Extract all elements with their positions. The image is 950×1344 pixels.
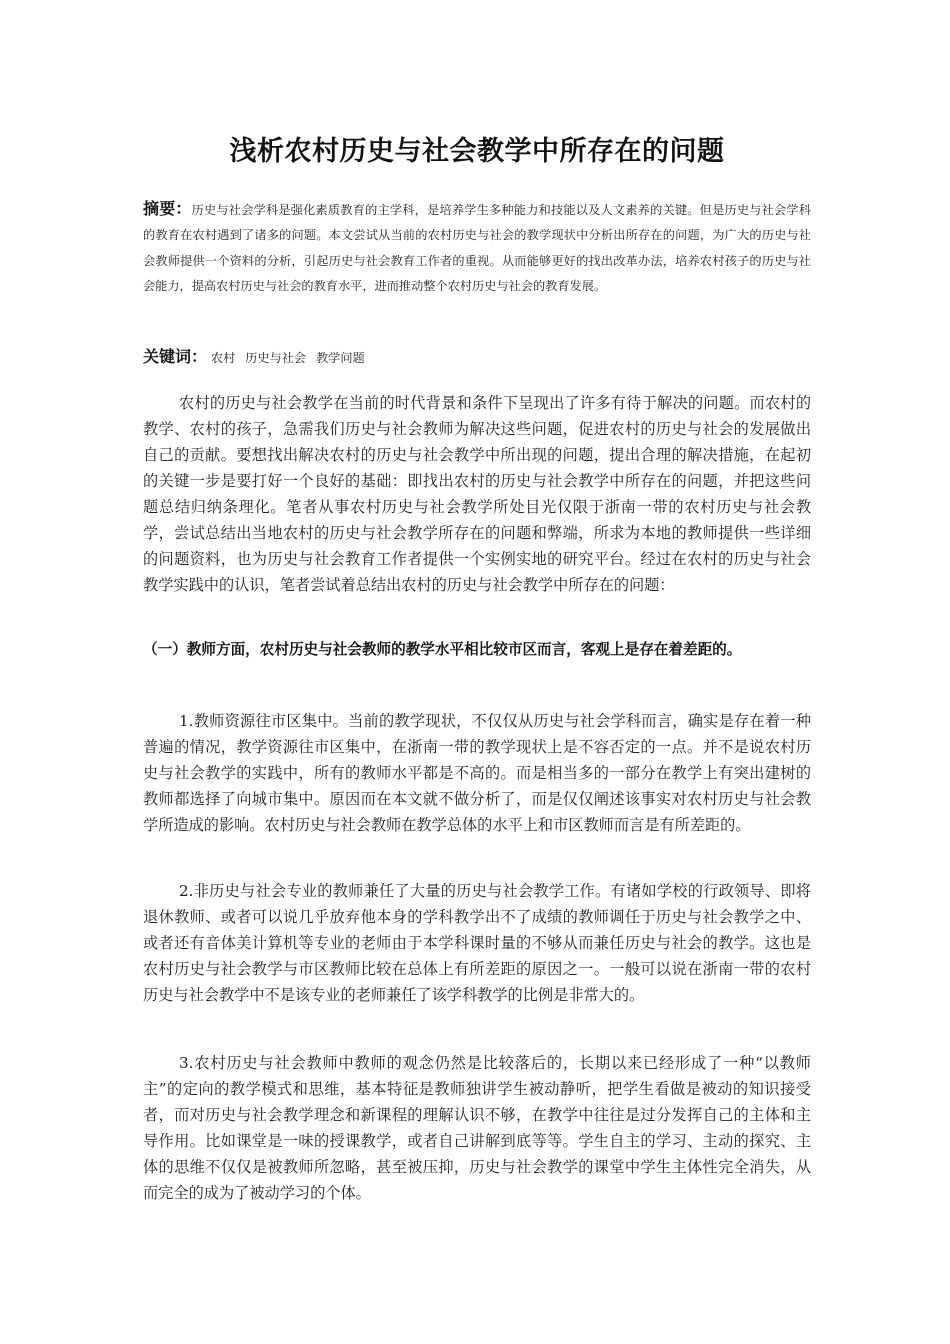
keyword-item: 教学问题 — [315, 351, 365, 365]
keywords-label: 关键词： — [143, 347, 208, 366]
keyword-item: 农村 — [210, 351, 236, 365]
section-heading: （一）教师方面，农村历史与社会教师的教学水平相比较市区而言，客观上是存在着差距的。 — [143, 641, 742, 658]
keywords-section — [143, 344, 811, 371]
abstract-label: 摘要： — [143, 199, 192, 218]
abstract-text: 历史与社会学科是强化素质教育的主学科，是培养学生多种能力和技能以及人文素养的关键。但是历史与社会学科的教育在农村遇到了诸多的问题。本文尝试从当前的农村历史与社会的教学现状中分析出所存在的问题，为广大的历史与社会教师提供一个资料的分析，引起历史与社会教育工作者的重视。从而能够更好的找出改革办法，培养农村孩子的历史与社会能力，提高农村历史与社会的教育水平，进而推动整个农村历史与社会的教育发展。 — [143, 203, 811, 294]
document-title: 浅析农村历史与社会教学中所存在的问题 — [229, 136, 725, 167]
point-1-paragraph: 1.教师资源往市区集中。当前的教学现状，不仅仅从历史与社会学科而言，确实是存在着一种普遍的情况，教学资源往市区集中，在浙南一带的教学现状上是不容否定的一点。并不是说农村历史与社会教学的实践中，所有的教师水平都是不高的。而是相当多的一部分在教学上有突出建树的教师都选择了向城市集中。原因而在本文就不做分析了，而是仅仅阐述该事实对农村历史与社会教学所造成的影响。农村历史与社会教师在教学总体的水平上和市区教师而言是有所差距的。 — [143, 712, 811, 834]
keyword-item: 历史与社会 — [245, 351, 307, 365]
point-3-paragraph: 3.农村历史与社会教师中教师的观念仍然是比较落后的，长期以来已经形成了一种“以教师主”的定向的教学模式和思维，基本特征是教师独讲学生被动静听，把学生看做是被动的知识接受者，而对历史与社会教学理念和新课程的理解认识不够，在教学中往往是过分发挥自己的主体和主导作用。比如课堂是一味的授课教学，或者自己讲解到底等等。学生自主的学习、主动的探究、主体的思维不仅仅是被教师所忽略，甚至被压抑，历史与社会教学的课堂中学生主体性完全消失，从而完全的成为了被动学习的个体。 — [143, 1054, 811, 1202]
point-2-paragraph: 2.非历史与社会专业的教师兼任了大量的历史与社会教学工作。有诸如学校的行政领导、即将退休教师、或者可以说几乎放弃他本身的学科教学出不了成绩的教师调任于历史与社会教学之中、或者还有音体美计算机等专业的老师由于本学科课时量的不够从而兼任历史与社会的教学。这也是农村历史与社会教学与市区教师比较在总体上有所差距的原因之一。一般可以说在浙南一带的农村历史与社会教学中不是该专业的老师兼任了该学科教学的比例是非常大的。 — [143, 882, 811, 1004]
abstract-section — [143, 196, 811, 300]
intro-paragraph: 农村的历史与社会教学在当前的时代背景和条件下呈现出了许多有待于解决的问题。而农村的教学、农村的孩子，急需我们历史与社会教师为解决这些问题，促进农村的历史与社会的发展做出自己的贡献。要想找出解决农村的历史与社会教学中所出现的问题，提出合理的解决措施，在起初的关键一步是要打好一个良好的基础：即找出农村的历史与社会教学中所存在的问题，并把这些问题总结归纳条理化。笔者从事农村历史与社会教学所处目光仅限于浙南一带的农村历史与社会教学，尝试总结出当地农村的历史与社会教学所存在的问题和弊端，所求为本地的教师提供一些详细的问题资料，也为历史与社会教育工作者提供一个实例实地的研究平台。经过在农村的历史与社会教学实践中的认识，笔者尝试着总结出农村的历史与社会教学中所存在的问题： — [143, 394, 811, 594]
